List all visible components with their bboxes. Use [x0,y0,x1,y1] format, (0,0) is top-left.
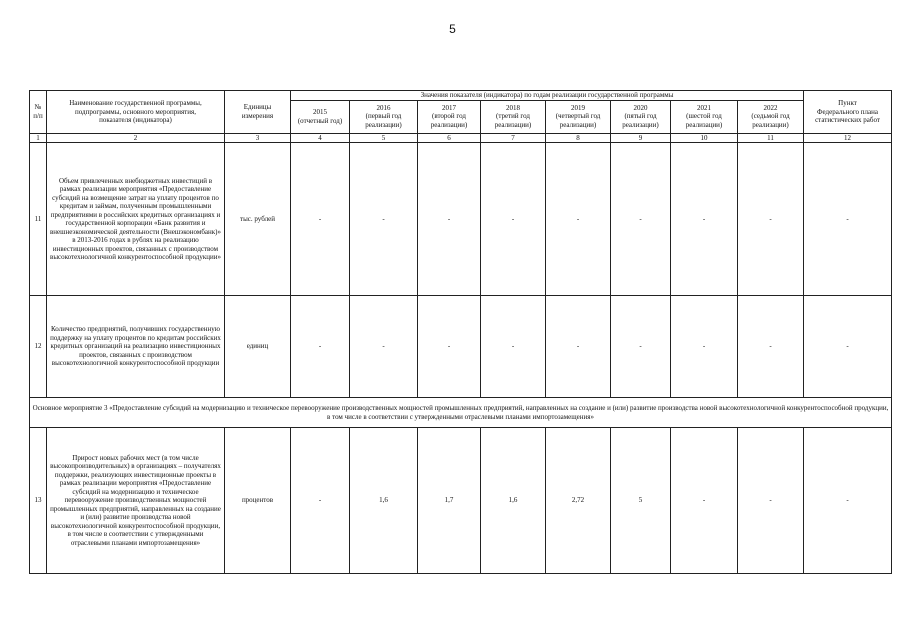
row-name: Прирост новых рабочих мест (в том числе высокопроизводительных) в организациях – получателях поддержки, реализующих инвестиционные проекты в рамках реализации мероприятия «Предоставление субсидий на модернизацию и техническое перевооружение производственных мощностей промышленных предприятий, направленных на создание и (или) развитие производства новой высокотехнологичной конкурентоспособной продукции, в том числе в соответствии с утвержденными отраслевыми планами импортозамещения» [47,428,225,574]
table-row [30,296,892,398]
row-value: - [546,296,611,398]
header-year-2021: 2021 (шестой год реализации) [671,100,738,133]
column-number: 6 [418,133,481,143]
row-value: - [671,428,738,574]
row-value: 1,6 [481,428,546,574]
row-value: - [738,428,804,574]
section-heading: Основное мероприятие 3 «Предоставление субсидий на модернизацию и техническое перевооружение производственных мощностей промышленных предприятий, направленных на создание и (или) развитие производства новой высокотехнологичной конкурентоспособной продукции, в том числе в соответствии с утвержденными отраслевыми планами импортозамещения» [30,398,892,428]
row-value: - [611,143,671,296]
row-value: - [418,143,481,296]
row-value: 5 [611,428,671,574]
row-value: - [291,296,350,398]
table-row [30,143,892,296]
row-num: 12 [30,296,47,398]
header-values-title: Значения показателя (индикатора) по годам реализации государственной программы [291,91,804,101]
column-numbers-row [30,133,892,143]
row-value: - [418,296,481,398]
row-value: 2,72 [546,428,611,574]
column-number: 12 [804,133,892,143]
row-value: - [546,143,611,296]
header-year-2020: 2020 (пятый год реализации) [611,100,671,133]
indicators-table [29,90,892,574]
column-number: 1 [30,133,47,143]
row-plan: - [804,428,892,574]
header-plan: Пункт Федерального плана статистических работ [804,91,892,134]
row-value: - [671,296,738,398]
table-row [30,428,892,574]
column-number: 9 [611,133,671,143]
row-value: - [481,296,546,398]
row-name: Количество предприятий, получивших государственную поддержку на уплату процентов по кредитам российских кредитных организаций на реализацию инвестиционных проектов, связанных с производством высокотехнологичной конкурентоспособной продукции [47,296,225,398]
row-value: - [350,143,418,296]
row-value: - [291,428,350,574]
header-year-2015: 2015 (отчетный год) [291,100,350,133]
column-number: 2 [47,133,225,143]
row-value: - [291,143,350,296]
header-year-2019: 2019 (четвертый год реализации) [546,100,611,133]
row-value: - [671,143,738,296]
header-year-2022: 2022 (седьмой год реализации) [738,100,804,133]
row-value: 1,6 [350,428,418,574]
header-name: Наименование государственной программы, подпрограммы, основного мероприятия, показателя (индикатора) [47,91,225,134]
header-year-2016: 2016 (первый год реализации) [350,100,418,133]
page-number: 5 [449,22,456,36]
row-unit: единиц [225,296,291,398]
row-value: 1,7 [418,428,481,574]
column-number: 10 [671,133,738,143]
row-value: - [738,143,804,296]
column-number: 7 [481,133,546,143]
row-name: Объем привлеченных внебюджетных инвестиций в рамках реализации мероприятия «Предоставление субсидий на возмещение затрат на уплату процентов по кредитам и займам, полученным промышленными предприятиями в российских кредитных организациях и государственной корпорации «Банк развития и внешнеэкономической деятельности (Внешэкономбанк)» в 2013-2016 годах в рублях на реализацию инвестиционных проектов, связанных с производством высокотехнологичной конкурентоспособной продукции» [47,143,225,296]
column-number: 8 [546,133,611,143]
column-number: 3 [225,133,291,143]
row-value: - [481,143,546,296]
column-number: 11 [738,133,804,143]
header-year-2017: 2017 (второй год реализации) [418,100,481,133]
row-unit: тыс. рублей [225,143,291,296]
column-number: 4 [291,133,350,143]
row-num: 11 [30,143,47,296]
column-number: 5 [350,133,418,143]
header-year-2018: 2018 (третий год реализации) [481,100,546,133]
header-num: № п/п [30,91,47,134]
row-plan: - [804,143,892,296]
row-value: - [611,296,671,398]
row-num: 13 [30,428,47,574]
row-value: - [738,296,804,398]
row-plan: - [804,296,892,398]
row-value: - [350,296,418,398]
header-unit: Единицы измерения [225,91,291,134]
row-unit: процентов [225,428,291,574]
